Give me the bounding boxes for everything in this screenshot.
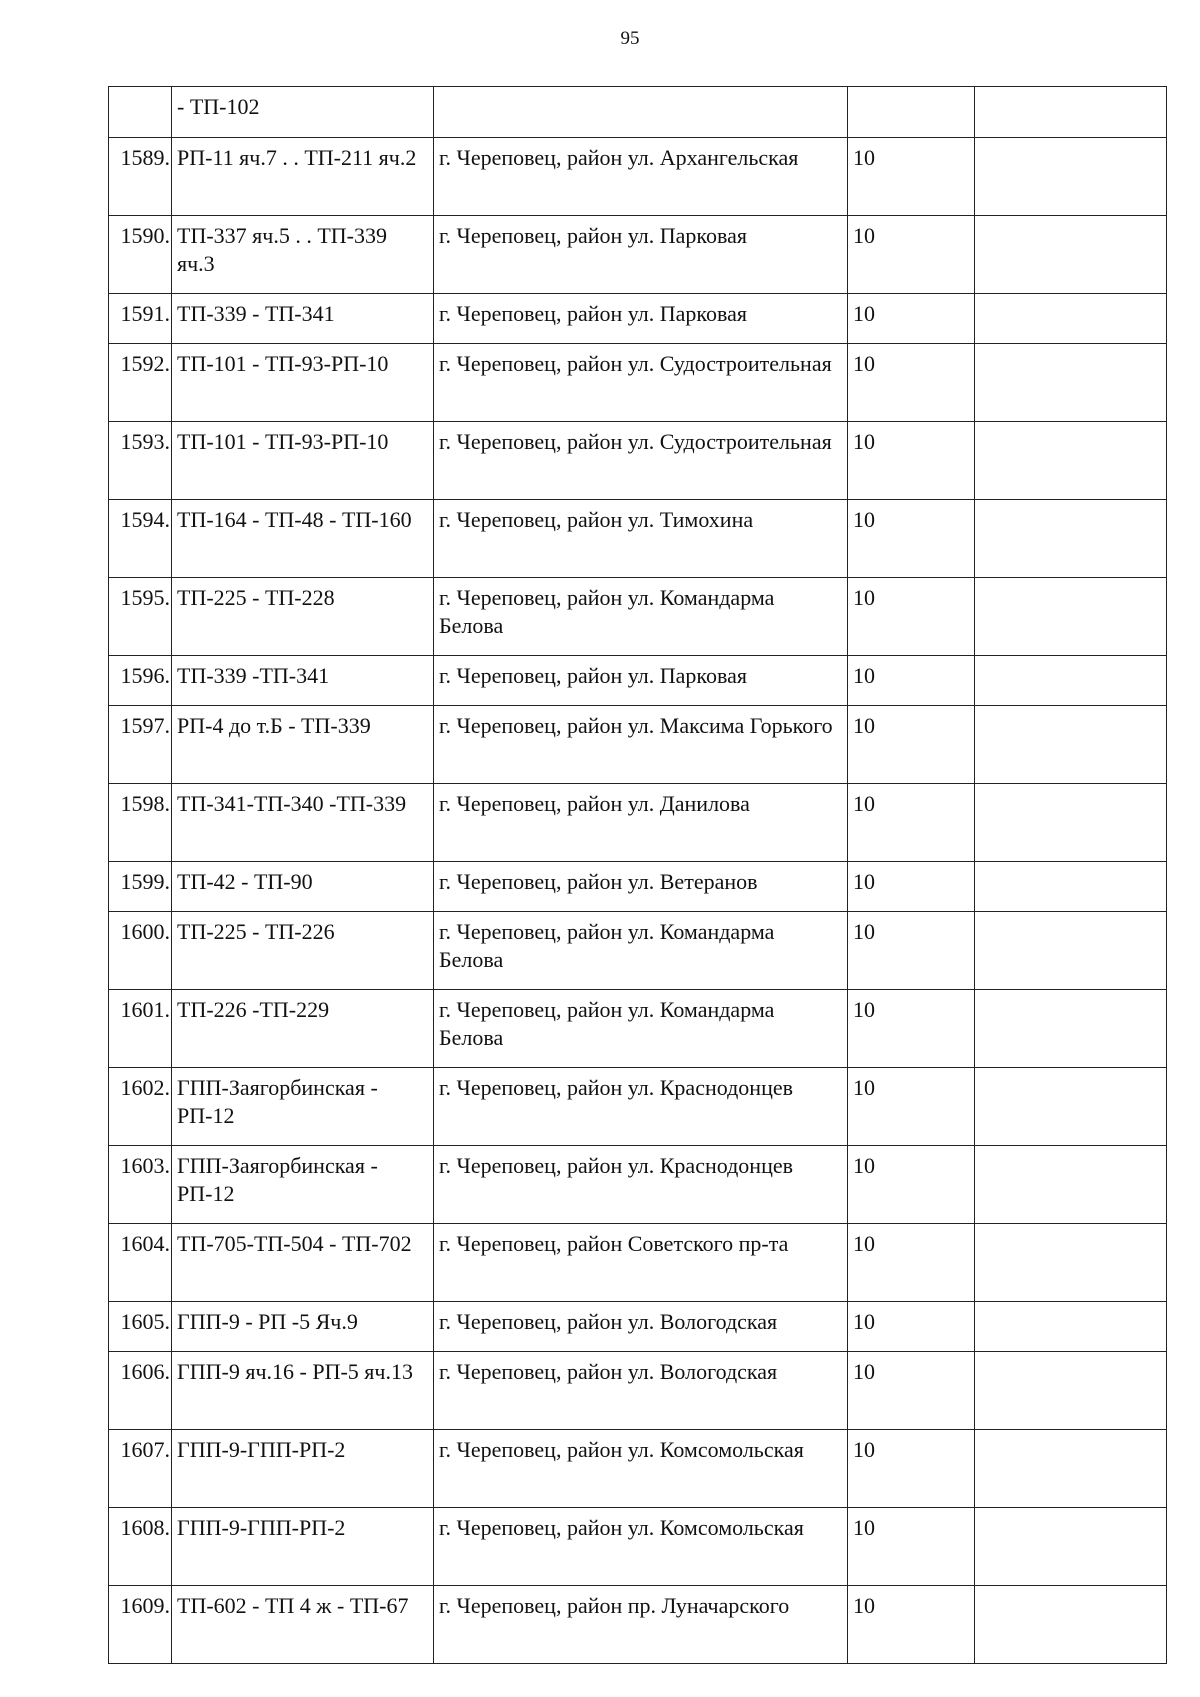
- table-row: [109, 1508, 1167, 1586]
- line-section-cell: ТП-339 - ТП-341: [172, 294, 434, 344]
- table-row: [109, 344, 1167, 422]
- notes-cell: [975, 422, 1167, 500]
- line-section-cell: ГПП-9 - РП -5 Яч.9: [172, 1302, 434, 1352]
- notes-cell: [975, 1146, 1167, 1224]
- row-number-cell: 1599.: [109, 862, 172, 912]
- table-row: [109, 1068, 1167, 1146]
- location-cell: г. Череповец, район ул. Командарма Белова: [434, 912, 848, 990]
- line-section-cell: РП-4 до т.Б - ТП-339: [172, 706, 434, 784]
- power-lines-table: [108, 86, 1167, 1664]
- voltage-cell: 10: [848, 500, 975, 578]
- row-number-cell: 1601.: [109, 990, 172, 1068]
- voltage-cell: 10: [848, 1352, 975, 1430]
- row-number-cell: 1600.: [109, 912, 172, 990]
- row-number-cell: 1608.: [109, 1508, 172, 1586]
- location-cell: г. Череповец, район ул. Данилова: [434, 784, 848, 862]
- notes-cell: [975, 500, 1167, 578]
- line-section-cell: ТП-164 - ТП-48 - ТП-160: [172, 500, 434, 578]
- voltage-cell: 10: [848, 1302, 975, 1352]
- line-section-cell: РП-11 яч.7 . . ТП-211 яч.2: [172, 138, 434, 216]
- table-row: [109, 500, 1167, 578]
- notes-cell: [975, 912, 1167, 990]
- table-row: [109, 1430, 1167, 1508]
- notes-cell: [975, 1586, 1167, 1664]
- table-row: [109, 1224, 1167, 1302]
- notes-cell: [975, 1508, 1167, 1586]
- voltage-cell: 10: [848, 1224, 975, 1302]
- row-number-cell: 1598.: [109, 784, 172, 862]
- table-row: [109, 216, 1167, 294]
- line-section-cell: - ТП-102: [172, 87, 434, 138]
- notes-cell: [975, 656, 1167, 706]
- voltage-cell: [848, 87, 975, 138]
- voltage-cell: 10: [848, 138, 975, 216]
- table-row: [109, 578, 1167, 656]
- notes-cell: [975, 1068, 1167, 1146]
- line-section-cell: ТП-225 - ТП-226: [172, 912, 434, 990]
- row-number-cell: 1609.: [109, 1586, 172, 1664]
- location-cell: г. Череповец, район ул. Парковая: [434, 294, 848, 344]
- table-row: [109, 1146, 1167, 1224]
- table-row: [109, 656, 1167, 706]
- location-cell: г. Череповец, район ул. Тимохина: [434, 500, 848, 578]
- notes-cell: [975, 578, 1167, 656]
- row-number-cell: 1597.: [109, 706, 172, 784]
- row-number-cell: 1604.: [109, 1224, 172, 1302]
- row-number-cell: 1594.: [109, 500, 172, 578]
- notes-cell: [975, 1224, 1167, 1302]
- table-row: [109, 1302, 1167, 1352]
- location-cell: г. Череповец, район ул. Краснодонцев: [434, 1146, 848, 1224]
- line-section-cell: ТП-602 - ТП 4 ж - ТП-67: [172, 1586, 434, 1664]
- row-number-cell: 1603.: [109, 1146, 172, 1224]
- line-section-cell: ТП-225 - ТП-228: [172, 578, 434, 656]
- notes-cell: [975, 1302, 1167, 1352]
- page-number: 95: [620, 28, 640, 49]
- row-number-cell: 1590.: [109, 216, 172, 294]
- row-number-cell: 1591.: [109, 294, 172, 344]
- location-cell: г. Череповец, район ул. Командарма Белова: [434, 990, 848, 1068]
- voltage-cell: 10: [848, 990, 975, 1068]
- location-cell: [434, 87, 848, 138]
- table-body: [109, 87, 1167, 1664]
- table-row: [109, 422, 1167, 500]
- row-number-cell: 1602.: [109, 1068, 172, 1146]
- notes-cell: [975, 1352, 1167, 1430]
- voltage-cell: 10: [848, 862, 975, 912]
- line-section-cell: ГПП-Заягорбинская - РП-12: [172, 1146, 434, 1224]
- row-number-cell: 1589.: [109, 138, 172, 216]
- row-number-cell: 1607.: [109, 1430, 172, 1508]
- notes-cell: [975, 216, 1167, 294]
- notes-cell: [975, 706, 1167, 784]
- line-section-cell: ГПП-9-ГПП-РП-2: [172, 1430, 434, 1508]
- table-row: [109, 87, 1167, 138]
- notes-cell: [975, 344, 1167, 422]
- location-cell: г. Череповец, район ул. Парковая: [434, 656, 848, 706]
- line-section-cell: ТП-341-ТП-340 -ТП-339: [172, 784, 434, 862]
- notes-cell: [975, 784, 1167, 862]
- voltage-cell: 10: [848, 344, 975, 422]
- table-row: [109, 1586, 1167, 1664]
- table-row: [109, 294, 1167, 344]
- row-number-cell: 1595.: [109, 578, 172, 656]
- row-number-cell: [109, 87, 172, 138]
- notes-cell: [975, 138, 1167, 216]
- table-row: [109, 912, 1167, 990]
- location-cell: г. Череповец, район ул. Судостроительная: [434, 422, 848, 500]
- location-cell: г. Череповец, район ул. Парковая: [434, 216, 848, 294]
- table-row: [109, 784, 1167, 862]
- table-row: [109, 706, 1167, 784]
- table-row: [109, 1352, 1167, 1430]
- line-section-cell: ТП-226 -ТП-229: [172, 990, 434, 1068]
- notes-cell: [975, 862, 1167, 912]
- location-cell: г. Череповец, район ул. Командарма Белова: [434, 578, 848, 656]
- location-cell: г. Череповец, район ул. Вологодская: [434, 1352, 848, 1430]
- line-section-cell: ТП-339 -ТП-341: [172, 656, 434, 706]
- notes-cell: [975, 990, 1167, 1068]
- voltage-cell: 10: [848, 706, 975, 784]
- voltage-cell: 10: [848, 656, 975, 706]
- notes-cell: [975, 87, 1167, 138]
- location-cell: г. Череповец, район ул. Краснодонцев: [434, 1068, 848, 1146]
- voltage-cell: 10: [848, 294, 975, 344]
- voltage-cell: 10: [848, 422, 975, 500]
- voltage-cell: 10: [848, 1068, 975, 1146]
- row-number-cell: 1605.: [109, 1302, 172, 1352]
- voltage-cell: 10: [848, 1586, 975, 1664]
- line-section-cell: ГПП-9-ГПП-РП-2: [172, 1508, 434, 1586]
- voltage-cell: 10: [848, 1146, 975, 1224]
- voltage-cell: 10: [848, 578, 975, 656]
- location-cell: г. Череповец, район ул. Судостроительная: [434, 344, 848, 422]
- row-number-cell: 1593.: [109, 422, 172, 500]
- location-cell: г. Череповец, район ул. Ветеранов: [434, 862, 848, 912]
- row-number-cell: 1592.: [109, 344, 172, 422]
- line-section-cell: ГПП-9 яч.16 - РП-5 яч.13: [172, 1352, 434, 1430]
- location-cell: г. Череповец, район пр. Луначарского: [434, 1586, 848, 1664]
- location-cell: г. Череповец, район ул. Максима Горького: [434, 706, 848, 784]
- row-number-cell: 1606.: [109, 1352, 172, 1430]
- location-cell: г. Череповец, район ул. Комсомольская: [434, 1430, 848, 1508]
- location-cell: г. Череповец, район ул. Вологодская: [434, 1302, 848, 1352]
- row-number-cell: 1596.: [109, 656, 172, 706]
- line-section-cell: ТП-42 - ТП-90: [172, 862, 434, 912]
- line-section-cell: ТП-337 яч.5 . . ТП-339 яч.3: [172, 216, 434, 294]
- notes-cell: [975, 294, 1167, 344]
- location-cell: г. Череповец, район Советского пр-та: [434, 1224, 848, 1302]
- location-cell: г. Череповец, район ул. Архангельская: [434, 138, 848, 216]
- table-row: [109, 138, 1167, 216]
- voltage-cell: 10: [848, 216, 975, 294]
- location-cell: г. Череповец, район ул. Комсомольская: [434, 1508, 848, 1586]
- table-row: [109, 862, 1167, 912]
- voltage-cell: 10: [848, 912, 975, 990]
- line-section-cell: ТП-101 - ТП-93-РП-10: [172, 344, 434, 422]
- voltage-cell: 10: [848, 1508, 975, 1586]
- voltage-cell: 10: [848, 1430, 975, 1508]
- line-section-cell: ТП-101 - ТП-93-РП-10: [172, 422, 434, 500]
- table-row: [109, 990, 1167, 1068]
- line-section-cell: ТП-705-ТП-504 - ТП-702: [172, 1224, 434, 1302]
- notes-cell: [975, 1430, 1167, 1508]
- line-section-cell: ГПП-Заягорбинская - РП-12: [172, 1068, 434, 1146]
- voltage-cell: 10: [848, 784, 975, 862]
